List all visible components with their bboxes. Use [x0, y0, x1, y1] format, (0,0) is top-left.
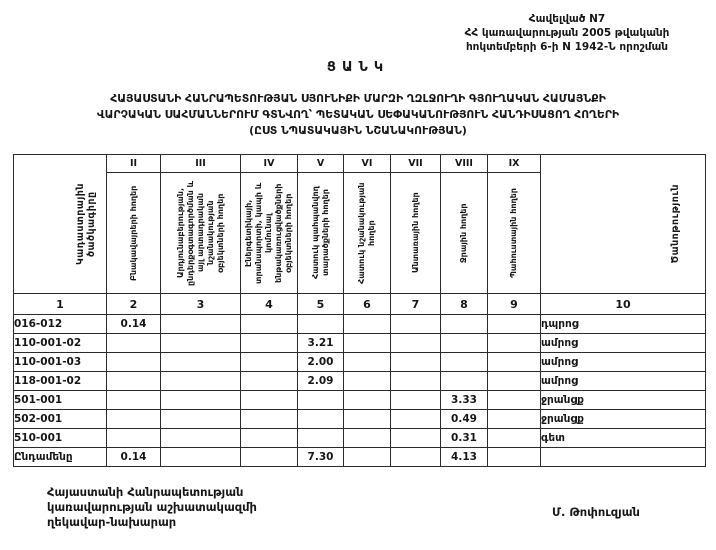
table-row [14, 372, 706, 391]
column-label-special: Հատուկ նշանակության հողեր [344, 173, 391, 294]
footer-line-1: Հայաստանի Հանրապետության [47, 485, 244, 499]
column-numeral-7: VII [391, 155, 441, 173]
cell-value: 2.00 [298, 353, 344, 372]
cell-value: 3.21 [298, 334, 344, 353]
list-heading: ՑԱՆԿ [326, 60, 390, 75]
column-numeral-8: VIII [441, 155, 488, 173]
row-note: ամրոց [541, 334, 706, 353]
column-number-row [14, 294, 706, 315]
col-number-4: 4 [241, 294, 298, 315]
row-note: գետ [541, 429, 706, 448]
row-code: 501-001 [14, 391, 107, 410]
column-label-protected: Հատուկ պահպանվող տարածքների հողեր [298, 173, 344, 294]
column-label-reserve: Պահուստային հողեր [488, 173, 541, 294]
total-label: Ընդամենը [14, 448, 107, 467]
row-code: 502-001 [14, 410, 107, 429]
column-numeral-6: VI [344, 155, 391, 173]
annex-line-3: հոկտեմբերի 6-ի N 1942-Ն որոշման [465, 40, 669, 53]
col-number-10: 10 [541, 294, 706, 315]
column-numeral-4: IV [241, 155, 298, 173]
land-category-table [13, 154, 706, 467]
column-numeral-2: II [107, 155, 161, 173]
footer-line-3: ղեկավար-նախարար [47, 515, 177, 530]
col-number-1: 1 [14, 294, 107, 315]
column-label-industrial: Արդյունաբերության, ընդերքօգտագործման և այլ արտադրական նշանակության օբյեկտների հողեր [161, 173, 241, 294]
cadastral-code-header-cell [14, 155, 107, 294]
note-header-label: Ծանոթություն [670, 184, 681, 264]
row-note: դպրոց [541, 315, 706, 334]
doc-title-line-3: (ԸՍՏ ՆՊԱՏԱԿԱՅԻՆ ՆՇԱՆԱԿՈՒԹՅԱՆ) [249, 124, 467, 138]
column-label-forest: Անտառային հողեր [391, 173, 441, 294]
document-title [18, 91, 698, 140]
total-row [14, 448, 706, 467]
col-number-8: 8 [441, 294, 488, 315]
annex-reference-block [446, 13, 688, 55]
table-row [14, 391, 706, 410]
row-note: ամրոց [541, 372, 706, 391]
cell-value: 0.49 [441, 410, 488, 429]
row-note: ջրանցք [541, 391, 706, 410]
total-value: 0.14 [107, 448, 161, 467]
row-code: 118-001-02 [14, 372, 107, 391]
cell-value: 0.14 [107, 315, 161, 334]
row-note: ջրանցք [541, 410, 706, 429]
total-value: 7.30 [298, 448, 344, 467]
column-label-water: Ջրային հողեր [441, 173, 488, 294]
doc-title-line-2: ՎԱՐՉԱԿԱՆ ՍԱՀՄԱՆՆԵՐՈՒՄ ԳՏՆՎՈՂ՝ ՊԵՏԱԿԱՆ ՍԵՓԱԿԱՆՈՒԹՅՈՒՆ ՀԱՆԴԻՍԱՑՈՂ ՀՈՂԵՐԻ [96, 108, 620, 122]
cell-value: 3.33 [441, 391, 488, 410]
col-number-2: 2 [107, 294, 161, 315]
table-row [14, 315, 706, 334]
annex-line-2: ՀՀ կառավարության 2005 թվականի [464, 26, 670, 39]
row-code: 016-012 [14, 315, 107, 334]
col-number-6: 6 [344, 294, 391, 315]
column-numeral-9: IX [488, 155, 541, 173]
cell-value: 2.09 [298, 372, 344, 391]
col-number-5: 5 [298, 294, 344, 315]
cadastral-code-header-label: Կադաստրային ծածկագիրը [75, 183, 97, 265]
row-code: 510-001 [14, 429, 107, 448]
col-number-7: 7 [391, 294, 441, 315]
footer-line-2: կառավարության աշխատակազմի [47, 500, 257, 515]
row-code: 110-001-02 [14, 334, 107, 353]
column-label-infrastructure: Էներգետիկայի, տրանսպորտի, կապի և կոմունալ ենթակառուցվածքների օբյեկտների հողեր [241, 173, 298, 294]
doc-title-line-1: ՀԱՅԱՍՏԱՆԻ ՀԱՆՐԱՊԵՏՈՒԹՅԱՆ ՍՅՈՒՆԻՔԻ ՄԱՐԶԻ ՂԶԼՋՈՒՂԻ ԳՅՈՒՂԱԿԱՆ ՀԱՄԱՅՆՔԻ [110, 92, 606, 105]
note-header-cell [541, 155, 706, 294]
col-number-9: 9 [488, 294, 541, 315]
row-note: ամրոց [541, 353, 706, 372]
table-row [14, 353, 706, 372]
col-number-3: 3 [161, 294, 241, 315]
table-row [14, 334, 706, 353]
signatory-title-block [47, 485, 257, 531]
column-label-residential: Բնակավայրերի հողեր [107, 173, 161, 294]
annex-line-1: Հավելված N7 [528, 13, 606, 25]
column-numeral-5: V [298, 155, 344, 173]
signature-name: Մ. Թոփուզյան [552, 505, 640, 519]
cell-value: 0.31 [441, 429, 488, 448]
table-row [14, 429, 706, 448]
row-code: 110-001-03 [14, 353, 107, 372]
table-row [14, 410, 706, 429]
column-numeral-3: III [161, 155, 241, 173]
total-value: 4.13 [441, 448, 488, 467]
